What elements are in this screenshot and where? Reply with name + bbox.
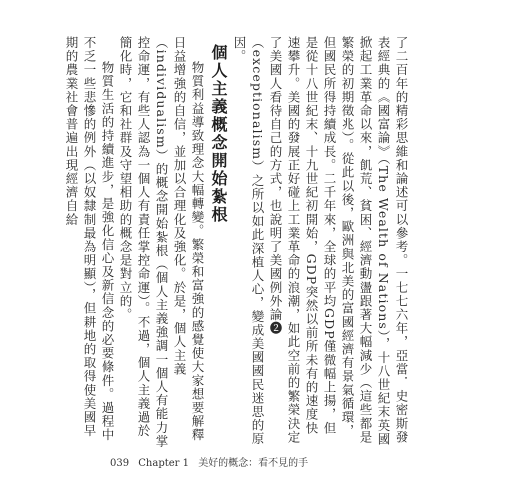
page-number: 039 (110, 458, 130, 469)
chapter-title: 美好的概念：看不見的手 (198, 458, 309, 469)
vertical-body-text (62, 36, 410, 448)
section-heading: 個人主義概念開始紮根 (209, 44, 228, 224)
chapter-label: Chapter 1 (138, 458, 189, 469)
paragraph-2: 物質利益導致理念大幅轉變。繁榮和富強的感覺使大家想要解釋日益增強的自信，並加以合理化及強化。於是，個人主義（individualism）的概念開始紮根（個人主義強調一個人有能力掌控命運，有些人認為一個人有責任掌控命運）。不過，個人主義過於簡化時，它和社群及守望相助的概念是對立的。 (118, 36, 205, 448)
page-footer (110, 454, 314, 469)
paragraph-1: 了二百年的精彩思維和論述可以參考。一七七六年，亞當．史密斯發表經典的《國富論》（The Wealth of Nations），十八世紀末英國掀起工業革命以來，飢荒、貧困、經濟動盪跟著大幅減少（這些都是繁榮的初期徵兆）。從此以後，歐洲與北美的富國經濟有景氣循環，但國民所得持續成長。二千年來，全球的平均GDP僅微幅上揚，但是從十八世紀末、十九世紀初開始，GDP突然以前所未有的速度快速攀升。美國的發展正好碰上工業革命的浪潮，如此空前的繁榮決定了美國人看待自己的方式，也說明了美國例外論❷（exceptionalism）之所以如此深植人心，變成美國國民迷思的原因。 (232, 36, 409, 447)
paragraph-3: 物質生活的持續進步，是強化信心及新信念的必要條件。過程中不乏一些悲慘的例外（以奴隸制最為明顯），但耕地的取得使美國早期的農業社會普遍出現經濟自給 (64, 36, 115, 442)
